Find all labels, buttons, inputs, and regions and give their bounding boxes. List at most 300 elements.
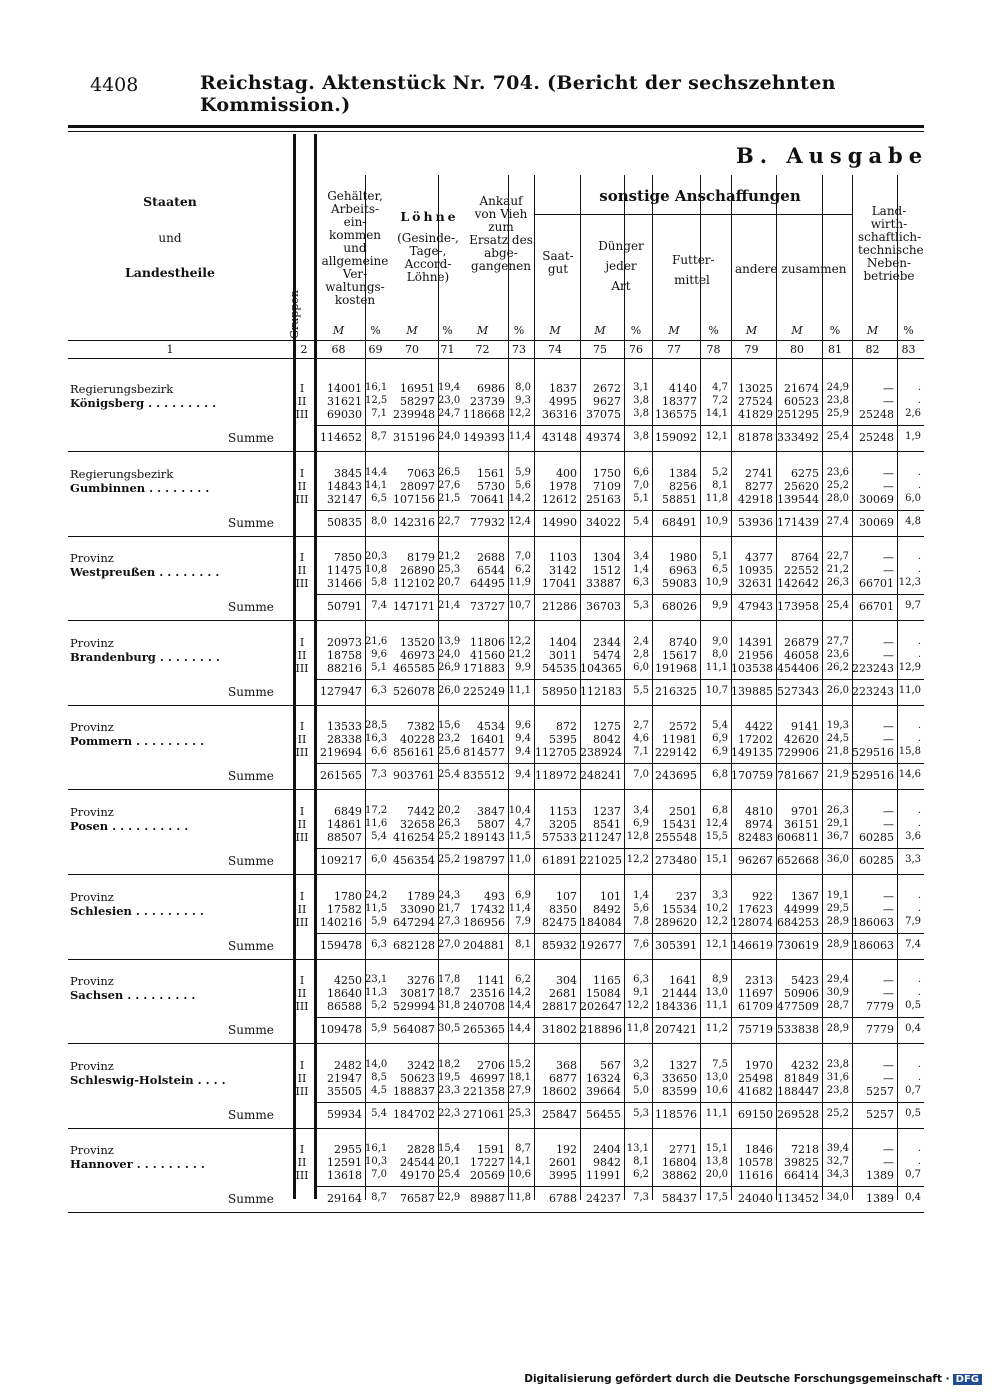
header-loehne-title: Löhne (400, 209, 459, 224)
data-cell: 15,5 (705, 831, 728, 842)
data-cell: 7442 (407, 805, 435, 818)
sonstige-under-line (534, 214, 852, 215)
sum-line-top (316, 1186, 924, 1187)
data-cell: 11981 (662, 733, 697, 747)
data-cell: 11,6 (365, 818, 388, 829)
data-cell: 13618 (327, 1169, 362, 1183)
data-cell: 8541 (593, 818, 621, 831)
data-cell: 567 (600, 1058, 621, 1072)
data-cell: 60523 (784, 395, 819, 408)
data-cell: 1367 (791, 889, 819, 903)
data-cell: . (917, 1156, 921, 1168)
header-ankauf: Ankauf von Vieh zum Ersatz des abge-gangenen (469, 194, 533, 273)
data-cell: 6849 (334, 805, 362, 818)
header-gruppen: Gruppen (287, 290, 301, 339)
data-cell: 18,1 (508, 1071, 531, 1083)
data-cell: 17582 (327, 902, 362, 916)
unit-label: M (332, 324, 345, 337)
data-cell: 2771 (669, 1143, 697, 1157)
sum-cell: 243695 (655, 769, 697, 783)
sum-cell: 149393 (463, 431, 505, 444)
data-cell: 5,2 (371, 1000, 387, 1012)
data-cell: 25,3 (438, 564, 461, 576)
data-cell: 54535 (542, 661, 577, 675)
data-cell: 202647 (580, 1000, 622, 1014)
sum-cell: 56455 (586, 1107, 621, 1121)
data-cell: 8492 (593, 902, 621, 916)
sum-cell: 0,4 (905, 1023, 921, 1035)
sum-cell: 835512 (463, 769, 505, 783)
data-cell: 46973 (400, 648, 435, 662)
group-label: II (297, 479, 307, 493)
sum-cell: 36,0 (826, 854, 849, 865)
sum-cell: 27,4 (826, 515, 849, 527)
data-cell: 6,3 (633, 1071, 649, 1083)
sum-cell: 27,0 (438, 938, 461, 950)
data-cell: 70641 (470, 492, 505, 506)
footer-text: Digitalisierung gefördert durch die Deutsche Forschungsgemeinschaft · (524, 1373, 950, 1385)
header-zusammen: zusammen (781, 262, 847, 276)
data-cell: 128074 (731, 915, 773, 929)
data-cell: 86588 (327, 1000, 362, 1014)
group-label: III (295, 1169, 309, 1183)
data-cell: 1304 (593, 551, 621, 565)
data-cell: 5,2 (712, 466, 728, 478)
data-cell: 107 (556, 889, 577, 903)
sum-cell: 14,4 (508, 1023, 531, 1035)
sum-cell: 112183 (580, 684, 622, 698)
data-cell: 184336 (655, 1000, 697, 1014)
data-cell: 4140 (669, 382, 697, 395)
data-cell: 17202 (738, 733, 773, 747)
data-cell: 38862 (662, 1169, 697, 1183)
data-cell: . (917, 720, 921, 732)
sum-cell: 22,3 (438, 1107, 461, 1119)
data-cell: 7850 (334, 551, 362, 565)
data-cell: 27524 (738, 395, 773, 408)
data-cell: 3142 (549, 564, 577, 578)
sum-cell: 218896 (580, 1023, 622, 1037)
sum-cell: 7,3 (371, 769, 387, 781)
sum-cell: 17,5 (705, 1192, 728, 1204)
sum-cell: 4,8 (905, 515, 921, 527)
data-cell: 15,1 (705, 1143, 728, 1155)
data-cell: 1,4 (633, 889, 649, 901)
data-cell: 29,5 (826, 902, 849, 914)
sum-line-top (316, 763, 924, 764)
data-cell: 6,9 (712, 733, 728, 745)
data-cell: 16324 (586, 1071, 621, 1085)
data-cell: 8,0 (515, 382, 531, 393)
data-cell: 14,0 (365, 1058, 388, 1070)
data-cell: 16951 (400, 382, 435, 395)
data-cell: 606811 (777, 831, 819, 844)
data-cell: 1512 (593, 564, 621, 578)
sum-cell: 85932 (542, 938, 577, 952)
sum-cell: 25,2 (826, 1107, 849, 1119)
sum-cell: 6,0 (371, 854, 387, 865)
data-cell: 28817 (542, 1000, 577, 1014)
region-type: Provinz (70, 551, 114, 566)
data-cell: 136575 (655, 408, 697, 421)
data-cell: 171883 (463, 661, 505, 675)
data-cell: . (917, 1071, 921, 1083)
data-cell: 0,7 (905, 1084, 921, 1096)
data-cell: 8256 (669, 479, 697, 493)
sum-cell: 21286 (542, 600, 577, 614)
sum-cell: 1389 (866, 1192, 894, 1206)
sum-cell: 25,4 (438, 769, 461, 781)
data-cell: 1275 (593, 720, 621, 734)
data-cell: 8740 (669, 635, 697, 649)
data-cell: 15617 (662, 648, 697, 662)
data-cell: 104365 (580, 661, 622, 675)
sum-cell: 81878 (738, 431, 773, 444)
sum-cell: 89887 (470, 1192, 505, 1206)
data-cell: 20,1 (438, 1156, 461, 1168)
data-cell: 60285 (859, 831, 894, 844)
data-cell: 13,0 (705, 987, 728, 999)
sum-cell: 50835 (327, 515, 362, 529)
data-cell: 21674 (784, 382, 819, 395)
data-cell: 11697 (738, 987, 773, 1001)
data-cell: 2828 (407, 1143, 435, 1157)
data-cell: 28,5 (365, 720, 388, 732)
data-cell: 40228 (400, 733, 435, 747)
data-cell: 29,1 (826, 818, 849, 829)
sum-cell: 12,1 (705, 431, 728, 442)
sum-cell: 9,9 (712, 600, 728, 612)
data-cell: 1750 (593, 466, 621, 480)
sum-cell: 11,0 (898, 684, 921, 696)
summe-label: Summe (228, 600, 274, 615)
data-cell: 6,5 (712, 564, 728, 576)
col-number: 74 (548, 343, 562, 356)
sum-cell: 333492 (777, 431, 819, 444)
data-cell: 6877 (549, 1071, 577, 1085)
data-cell: 13533 (327, 720, 362, 734)
group-label: III (295, 661, 309, 675)
region-name: Brandenburg . . . . . . . . (70, 649, 220, 664)
data-cell: 18,2 (438, 1058, 461, 1070)
data-cell: 7,9 (905, 915, 921, 927)
summe-label: Summe (228, 1023, 274, 1038)
data-cell: 192 (556, 1143, 577, 1157)
data-cell: 25,2 (826, 479, 849, 491)
group-label: II (297, 902, 307, 916)
data-cell: 8764 (791, 551, 819, 565)
data-cell: 142642 (777, 577, 819, 591)
summe-label: Summe (228, 1192, 274, 1207)
data-cell: 20,2 (438, 805, 461, 816)
data-cell: 5,0 (633, 1084, 649, 1096)
sum-cell: 66701 (859, 600, 894, 614)
unit-label: % (630, 324, 642, 337)
data-cell: 5,1 (371, 661, 387, 673)
data-cell: 2601 (549, 1156, 577, 1170)
data-cell: 2,6 (905, 408, 921, 419)
data-cell: 25,9 (826, 408, 849, 419)
group-label: I (299, 805, 305, 818)
data-cell: 140216 (320, 915, 362, 929)
data-cell: 25163 (586, 492, 621, 506)
data-cell: 27,7 (826, 635, 849, 647)
page-title: Reichstag. Aktenstück Nr. 704. (Bericht der sechszehnten Kommission.) (200, 72, 836, 116)
data-cell: 44999 (784, 902, 819, 916)
data-cell: . (917, 974, 921, 986)
sum-cell: 171439 (777, 515, 819, 529)
sum-cell: 24040 (738, 1192, 773, 1206)
data-cell: 50623 (400, 1071, 435, 1085)
data-cell: 26,5 (438, 466, 461, 478)
data-cell: 1384 (669, 466, 697, 480)
data-cell: 529994 (393, 1000, 435, 1014)
sum-cell: 118972 (535, 769, 577, 783)
data-cell: 4810 (745, 805, 773, 818)
sum-cell: 61891 (542, 854, 577, 867)
sum-cell: 22,9 (438, 1192, 461, 1204)
data-cell: 10,6 (705, 1084, 728, 1096)
sum-cell: 77932 (470, 515, 505, 529)
summe-label: Summe (228, 515, 274, 530)
sum-cell: 7,4 (905, 938, 921, 950)
data-cell: 4,7 (515, 818, 531, 829)
region-name: Hannover . . . . . . . . . (70, 1157, 205, 1172)
header-gehaelter: Gehälter, Arbeits-ein-kommen und allgemeine Ver-waltungs-kosten (321, 189, 389, 307)
unit-label: % (708, 324, 719, 337)
data-cell: 81849 (784, 1071, 819, 1085)
sum-cell: 12,2 (626, 854, 649, 865)
sum-cell: 11,4 (508, 431, 531, 442)
data-cell: 112102 (393, 577, 435, 591)
data-cell: 14,2 (508, 492, 531, 504)
unit-label: % (903, 324, 914, 337)
data-cell: 26,2 (826, 661, 849, 673)
sum-cell: 564087 (393, 1023, 435, 1037)
data-cell: 36151 (784, 818, 819, 831)
data-cell: 7063 (407, 466, 435, 480)
data-cell: 6,6 (633, 466, 649, 478)
data-cell: 6963 (669, 564, 697, 578)
sum-cell: 6,3 (371, 684, 387, 696)
unit-label: M (549, 324, 561, 337)
data-cell: — (883, 902, 894, 916)
sum-cell: 10,9 (705, 515, 728, 527)
data-cell: — (883, 974, 894, 988)
data-cell: 15431 (662, 818, 697, 831)
data-cell: 19,3 (826, 720, 849, 732)
data-cell: 7,8 (633, 915, 649, 927)
data-cell: 14,4 (508, 1000, 531, 1012)
region-type: Provinz (70, 720, 114, 735)
data-cell: 23739 (470, 395, 505, 408)
data-cell: 57533 (542, 831, 577, 844)
sum-cell: 216325 (655, 684, 697, 698)
data-cell: 11616 (738, 1169, 773, 1183)
data-cell: 39664 (586, 1084, 621, 1098)
data-cell: 25,4 (438, 1169, 461, 1181)
data-cell: 2955 (334, 1143, 362, 1157)
sum-cell: 1,9 (905, 431, 921, 442)
sum-cell: 113452 (777, 1192, 819, 1206)
data-cell: 9,9 (515, 661, 531, 673)
data-cell: 25620 (784, 479, 819, 493)
unit-label: % (829, 324, 841, 337)
data-cell: 6,3 (633, 577, 649, 589)
data-cell: — (883, 1143, 894, 1157)
data-cell: 12,8 (626, 831, 649, 842)
sum-cell: 43148 (542, 431, 577, 444)
data-cell: 30069 (859, 492, 894, 506)
data-cell: 9701 (791, 805, 819, 818)
data-cell: 1837 (549, 382, 577, 395)
data-cell: 3205 (549, 818, 577, 831)
data-cell: 28,7 (826, 1000, 849, 1012)
data-cell: 191968 (655, 661, 697, 675)
data-cell: 10,4 (508, 805, 531, 816)
unit-label: M (745, 324, 758, 337)
sum-cell: 11,2 (705, 1023, 728, 1035)
sum-cell: 25248 (859, 431, 894, 444)
data-cell: 7,0 (371, 1169, 387, 1181)
sum-line-top (316, 848, 924, 849)
data-cell: 13520 (400, 635, 435, 649)
data-cell: 23,3 (438, 1084, 461, 1096)
data-cell: 15,4 (438, 1143, 461, 1155)
data-cell: 10,6 (508, 1169, 531, 1181)
data-cell: 16,3 (365, 733, 388, 745)
data-cell: 101 (600, 889, 621, 903)
data-cell: 6,2 (633, 1169, 649, 1181)
data-cell: 9842 (593, 1156, 621, 1170)
data-cell: 18602 (542, 1084, 577, 1098)
data-cell: 1978 (549, 479, 577, 493)
sum-cell: 47943 (738, 600, 773, 614)
data-cell: 64495 (470, 577, 505, 591)
data-cell: 4,7 (712, 382, 728, 393)
page-number: 4408 (90, 74, 139, 96)
region-name: Königsberg . . . . . . . . . (70, 396, 217, 410)
data-cell: — (883, 479, 894, 493)
sum-cell: 29164 (327, 1192, 362, 1206)
sum-cell: 7,3 (633, 1192, 649, 1204)
data-cell: 3,4 (633, 551, 649, 563)
data-cell: — (883, 1058, 894, 1072)
sum-cell: 6,8 (712, 769, 728, 781)
sum-cell: 8,0 (371, 515, 387, 527)
data-cell: 5,9 (371, 915, 387, 927)
header-duenger: Dünger jeder Art (598, 239, 644, 293)
data-cell: 13,9 (438, 635, 461, 647)
data-cell: 32,7 (826, 1156, 849, 1168)
sum-cell: 30069 (859, 515, 894, 529)
data-cell: 11,5 (508, 831, 531, 842)
data-cell: 21,8 (826, 746, 849, 758)
data-cell: 3,2 (633, 1058, 649, 1070)
sum-cell: 903761 (393, 769, 435, 783)
data-cell: 3847 (477, 805, 505, 818)
col-number: 2 (300, 343, 308, 356)
data-cell: 5,8 (371, 577, 387, 589)
data-cell: 7,1 (633, 746, 649, 758)
sum-cell: 8,1 (515, 938, 531, 950)
unit-label: M (594, 324, 606, 337)
data-cell: 1980 (669, 551, 697, 565)
data-cell: 240708 (463, 1000, 505, 1014)
sum-cell: 25847 (542, 1107, 577, 1121)
group-label: I (299, 382, 305, 395)
data-cell: 229142 (655, 746, 697, 760)
data-cell: 23,6 (826, 648, 849, 660)
sum-line-top (316, 1102, 924, 1103)
data-cell: 856161 (393, 746, 435, 760)
data-cell: 1237 (593, 805, 621, 818)
sum-cell: 59934 (327, 1107, 362, 1121)
col-number: 70 (405, 343, 419, 356)
data-cell: 23,2 (438, 733, 461, 745)
data-cell: 11,1 (705, 661, 728, 673)
sum-cell: 146619 (731, 938, 773, 952)
data-cell: 23,6 (826, 466, 849, 478)
sum-cell: 109217 (320, 854, 362, 867)
sum-cell: 9,4 (515, 769, 531, 781)
data-cell: 41682 (738, 1084, 773, 1098)
data-cell: 7779 (866, 1000, 894, 1014)
col-number: 83 (901, 343, 916, 356)
sum-cell: 223243 (852, 684, 894, 698)
data-cell: 12,2 (626, 1000, 649, 1012)
data-cell: 5,4 (712, 720, 728, 732)
sum-line-top (316, 510, 924, 511)
col-number: 78 (706, 343, 721, 356)
data-cell: 112705 (535, 746, 577, 760)
data-cell: 4534 (477, 720, 505, 734)
data-cell: 3276 (407, 974, 435, 988)
data-cell: 23,8 (826, 395, 849, 406)
data-cell: 493 (484, 889, 505, 903)
sum-cell: 225249 (463, 684, 505, 698)
data-cell: 4422 (745, 720, 773, 734)
region-type: Provinz (70, 635, 114, 650)
data-cell: 3,8 (633, 408, 649, 419)
data-cell: 221358 (463, 1084, 505, 1098)
sum-cell: 186063 (852, 938, 894, 952)
data-cell: 18758 (327, 648, 362, 662)
sum-cell: 25,4 (826, 431, 849, 442)
header-staaten: Staaten (143, 194, 197, 209)
data-cell: 25498 (738, 1071, 773, 1085)
data-cell: 31,6 (826, 1071, 849, 1083)
data-cell: 477509 (777, 1000, 819, 1014)
header-numbers-line (68, 358, 924, 359)
data-cell: 82475 (542, 915, 577, 929)
group-label: II (297, 1071, 307, 1085)
group-label: I (299, 974, 305, 988)
region-separator (68, 705, 924, 706)
sum-cell: 75719 (738, 1023, 773, 1037)
data-cell: 1103 (549, 551, 577, 565)
group-label: III (295, 577, 309, 591)
data-cell: 9,6 (515, 720, 531, 732)
data-cell: 1641 (669, 974, 697, 988)
data-cell: — (883, 395, 894, 408)
data-cell: 22552 (784, 564, 819, 578)
region-separator (68, 1128, 924, 1129)
sum-cell: 11,1 (508, 684, 531, 696)
data-cell: 27,6 (438, 479, 461, 491)
data-cell: 41829 (738, 408, 773, 421)
data-cell: 2344 (593, 635, 621, 649)
